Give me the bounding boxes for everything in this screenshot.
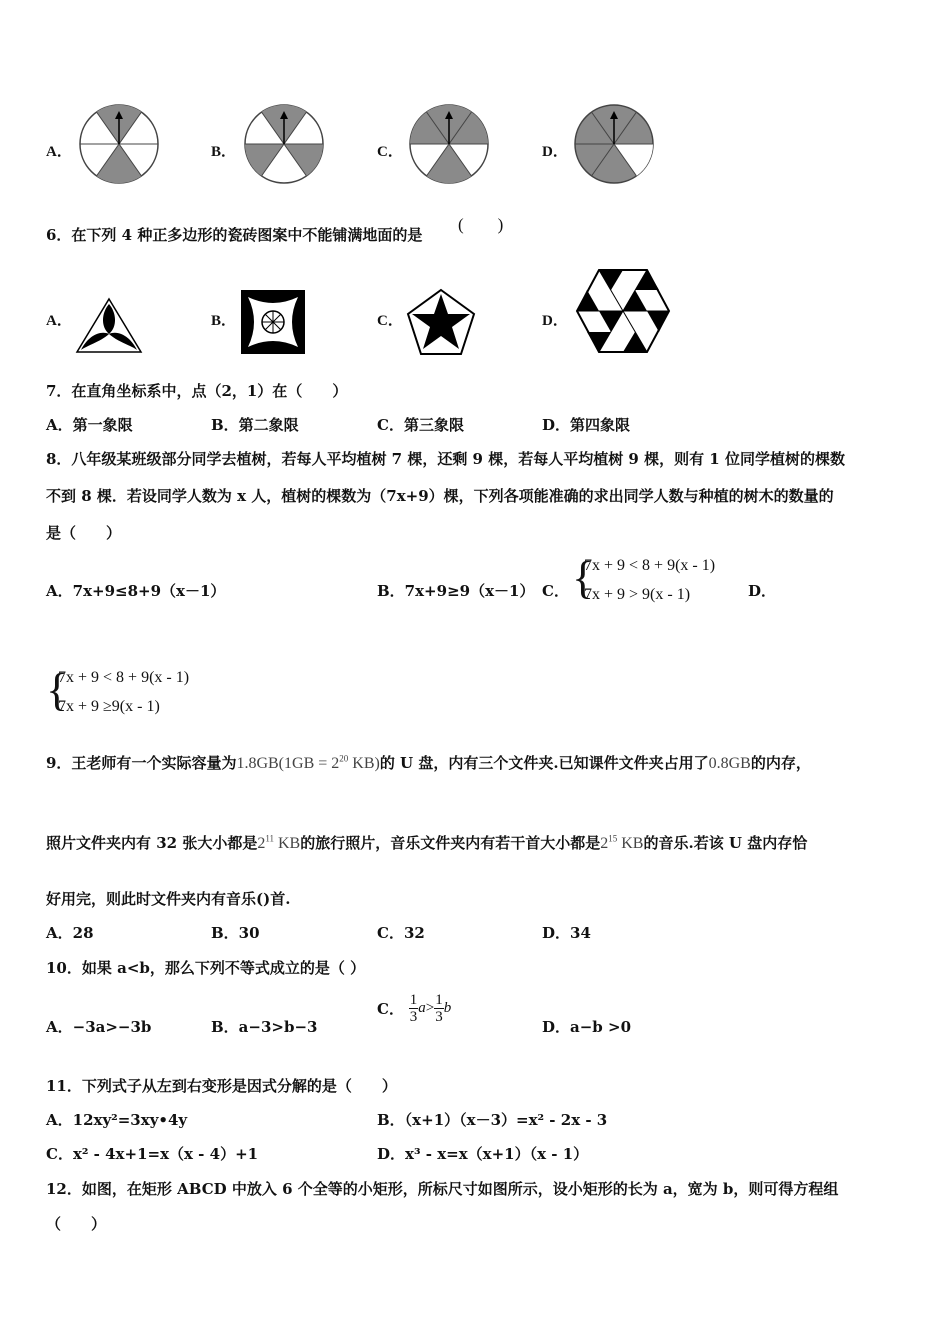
q9-l2-u2: KB xyxy=(617,835,644,852)
q9-option-b: B．30 xyxy=(211,924,260,942)
q6-answer-paren: ( ) xyxy=(458,215,504,234)
q8-option-d-ineq2: 7x + 9 ≥9(x - 1) xyxy=(58,698,160,715)
q8-stem-line1: 8．八年级某班级部分同学去植树，若每人平均植树 7 棵，还剩 9 棵，若每人平均植树 9 棵，则有 1 位同学植树的棵数 xyxy=(46,450,845,468)
q9-l2-m2: 2 xyxy=(600,835,609,852)
hexagon-tile-icon xyxy=(575,268,671,354)
pentagon-tile-icon xyxy=(406,288,476,356)
square-tile-icon xyxy=(240,289,306,355)
q9-l1-math2: KB) xyxy=(348,755,380,772)
q9-l1-post: 的内存， xyxy=(750,754,811,772)
q9-option-c: C．32 xyxy=(377,924,425,942)
q9-option-a: A．28 xyxy=(46,924,94,942)
q10-option-c-var-a: a xyxy=(418,1000,426,1016)
q9-l1-capacity xyxy=(236,755,379,772)
q7-option-d: D．第四象限 xyxy=(542,416,631,434)
q8-stem-line2: 不到 8 棵．若设同学人数为 x 人，植树的棵数为（7x+9）棵，下列各项能准确的求出同学人数与种植的树木的数量的 xyxy=(46,487,834,505)
q7-option-a: A．第一象限 xyxy=(46,416,133,434)
q9-l1-exp: 20 xyxy=(339,753,349,764)
q10-option-c-var-b: b xyxy=(443,1000,452,1016)
q9-l1-math: 1.8GB(1GB = 2 xyxy=(236,755,340,772)
frac-denominator: 3 xyxy=(435,1009,443,1025)
q6-option-d-label: D． xyxy=(542,313,568,329)
q9-l1-mid: 的 U 盘，内有三个文件夹.已知课件文件夹占用了 xyxy=(379,754,709,772)
q11-option-c: C．x² - 4x+1=x（x - 4）+1 xyxy=(46,1145,259,1163)
q9-option-d: D．34 xyxy=(542,924,591,942)
q9-l2-photo-size xyxy=(257,835,300,852)
q10-stem: 10．如果 a<b，那么下列不等式成立的是（ ） xyxy=(46,959,366,977)
q12-stem: 12．如图，在矩形 ABCD 中放入 6 个全等的小矩形，所标尺寸如图所示，设小矩形的长为 a，宽为 b，则可得方程组 xyxy=(46,1180,839,1198)
q6-stem: 6．在下列 4 种正多边形的瓷砖图案中不能铺满地面的是 xyxy=(46,226,423,244)
q9-l2-music-size xyxy=(600,835,643,852)
q8-option-c-label: C． xyxy=(542,582,569,600)
triangle-tile-icon xyxy=(74,296,144,354)
q7-stem: 7．在直角坐标系中，点（2，1）在（ ） xyxy=(46,382,348,400)
q8-option-a: A．7x+9≤8+9（x－1） xyxy=(46,582,226,600)
q6-option-b-label: B． xyxy=(211,313,237,329)
frac-numerator: 1 xyxy=(409,992,418,1008)
q9-stem-line2 xyxy=(46,832,807,853)
frac-denominator: 3 xyxy=(409,1009,418,1025)
q8-option-c-ineq1: 7x + 9 < 8 + 9(x - 1) xyxy=(584,557,716,574)
spinner-disc-a-icon xyxy=(78,103,160,185)
q10-option-a: A．−3a>−3b xyxy=(46,1018,152,1036)
q9-stem-line1 xyxy=(46,752,811,773)
q10-option-c xyxy=(377,992,451,1025)
q10-option-c-label: C． xyxy=(377,1000,404,1018)
q8-option-d-ineq1: 7x + 9 < 8 + 9(x - 1) xyxy=(58,669,190,686)
q8-option-d-label: D． xyxy=(748,582,777,600)
q8-option-c-ineq2: 7x + 9 > 9(x - 1) xyxy=(584,586,691,603)
q6-option-c-label: C． xyxy=(377,313,403,329)
q11-option-d: D．x³ - x=x（x+1）（x - 1） xyxy=(377,1145,589,1163)
q9-stem-line3: 好用完，则此时文件夹内有音乐()首. xyxy=(46,890,291,908)
spinner-disc-b-icon xyxy=(243,103,325,185)
q10-option-c-gt: > xyxy=(425,1000,435,1016)
q10-option-c-frac2 xyxy=(434,992,444,1025)
q9-l1-pre: 9．王老师有一个实际容量为 xyxy=(46,754,237,772)
spinner-disc-d-icon xyxy=(573,103,655,185)
q8-option-c-brace: { xyxy=(572,552,595,603)
q11-option-a: A．12xy²=3xy•4y xyxy=(46,1111,188,1129)
frac-numerator: 1 xyxy=(435,992,443,1008)
q9-l2-u1: KB xyxy=(274,835,301,852)
q7-option-b: B．第二象限 xyxy=(211,416,299,434)
q5-option-b-label: B． xyxy=(211,144,237,160)
q6-option-a-label: A． xyxy=(46,313,72,329)
q9-l2-post: 的音乐.若该 U 盘内存恰 xyxy=(643,834,808,852)
spinner-disc-c-icon xyxy=(408,103,490,185)
q5-option-d-label: D． xyxy=(542,144,568,160)
q9-l2-m1: 2 xyxy=(257,835,266,852)
q9-l2-pre: 照片文件夹内有 32 张大小都是 xyxy=(46,834,258,852)
q12-answer-paren: （ ） xyxy=(46,1215,107,1233)
q11-stem: 11．下列式子从左到右变形是因式分解的是（ ） xyxy=(46,1077,397,1095)
q5-option-a-label: A． xyxy=(46,144,72,160)
q9-l2-e1: 11 xyxy=(265,833,274,844)
q9-l2-e2: 15 xyxy=(608,833,618,844)
q10-option-d: D．a−b >0 xyxy=(542,1018,632,1036)
q8-option-d-brace: { xyxy=(46,664,69,715)
q10-option-c-frac1 xyxy=(409,992,419,1025)
q8-stem-line3: 是（ ） xyxy=(46,524,122,542)
q9-l2-mid: 的旅行照片，音乐文件夹内有若干首大小都是 xyxy=(300,834,601,852)
q9-l1-used: 0.8GB xyxy=(708,755,751,772)
q10-option-b: B．a−3>b−3 xyxy=(211,1018,318,1036)
q5-option-c-label: C． xyxy=(377,144,403,160)
q11-option-b: B．（x+1）（x－3）=x² - 2x - 3 xyxy=(377,1111,608,1129)
q8-option-b: B．7x+9≥9（x－1） xyxy=(377,582,535,600)
q7-option-c: C．第三象限 xyxy=(377,416,464,434)
